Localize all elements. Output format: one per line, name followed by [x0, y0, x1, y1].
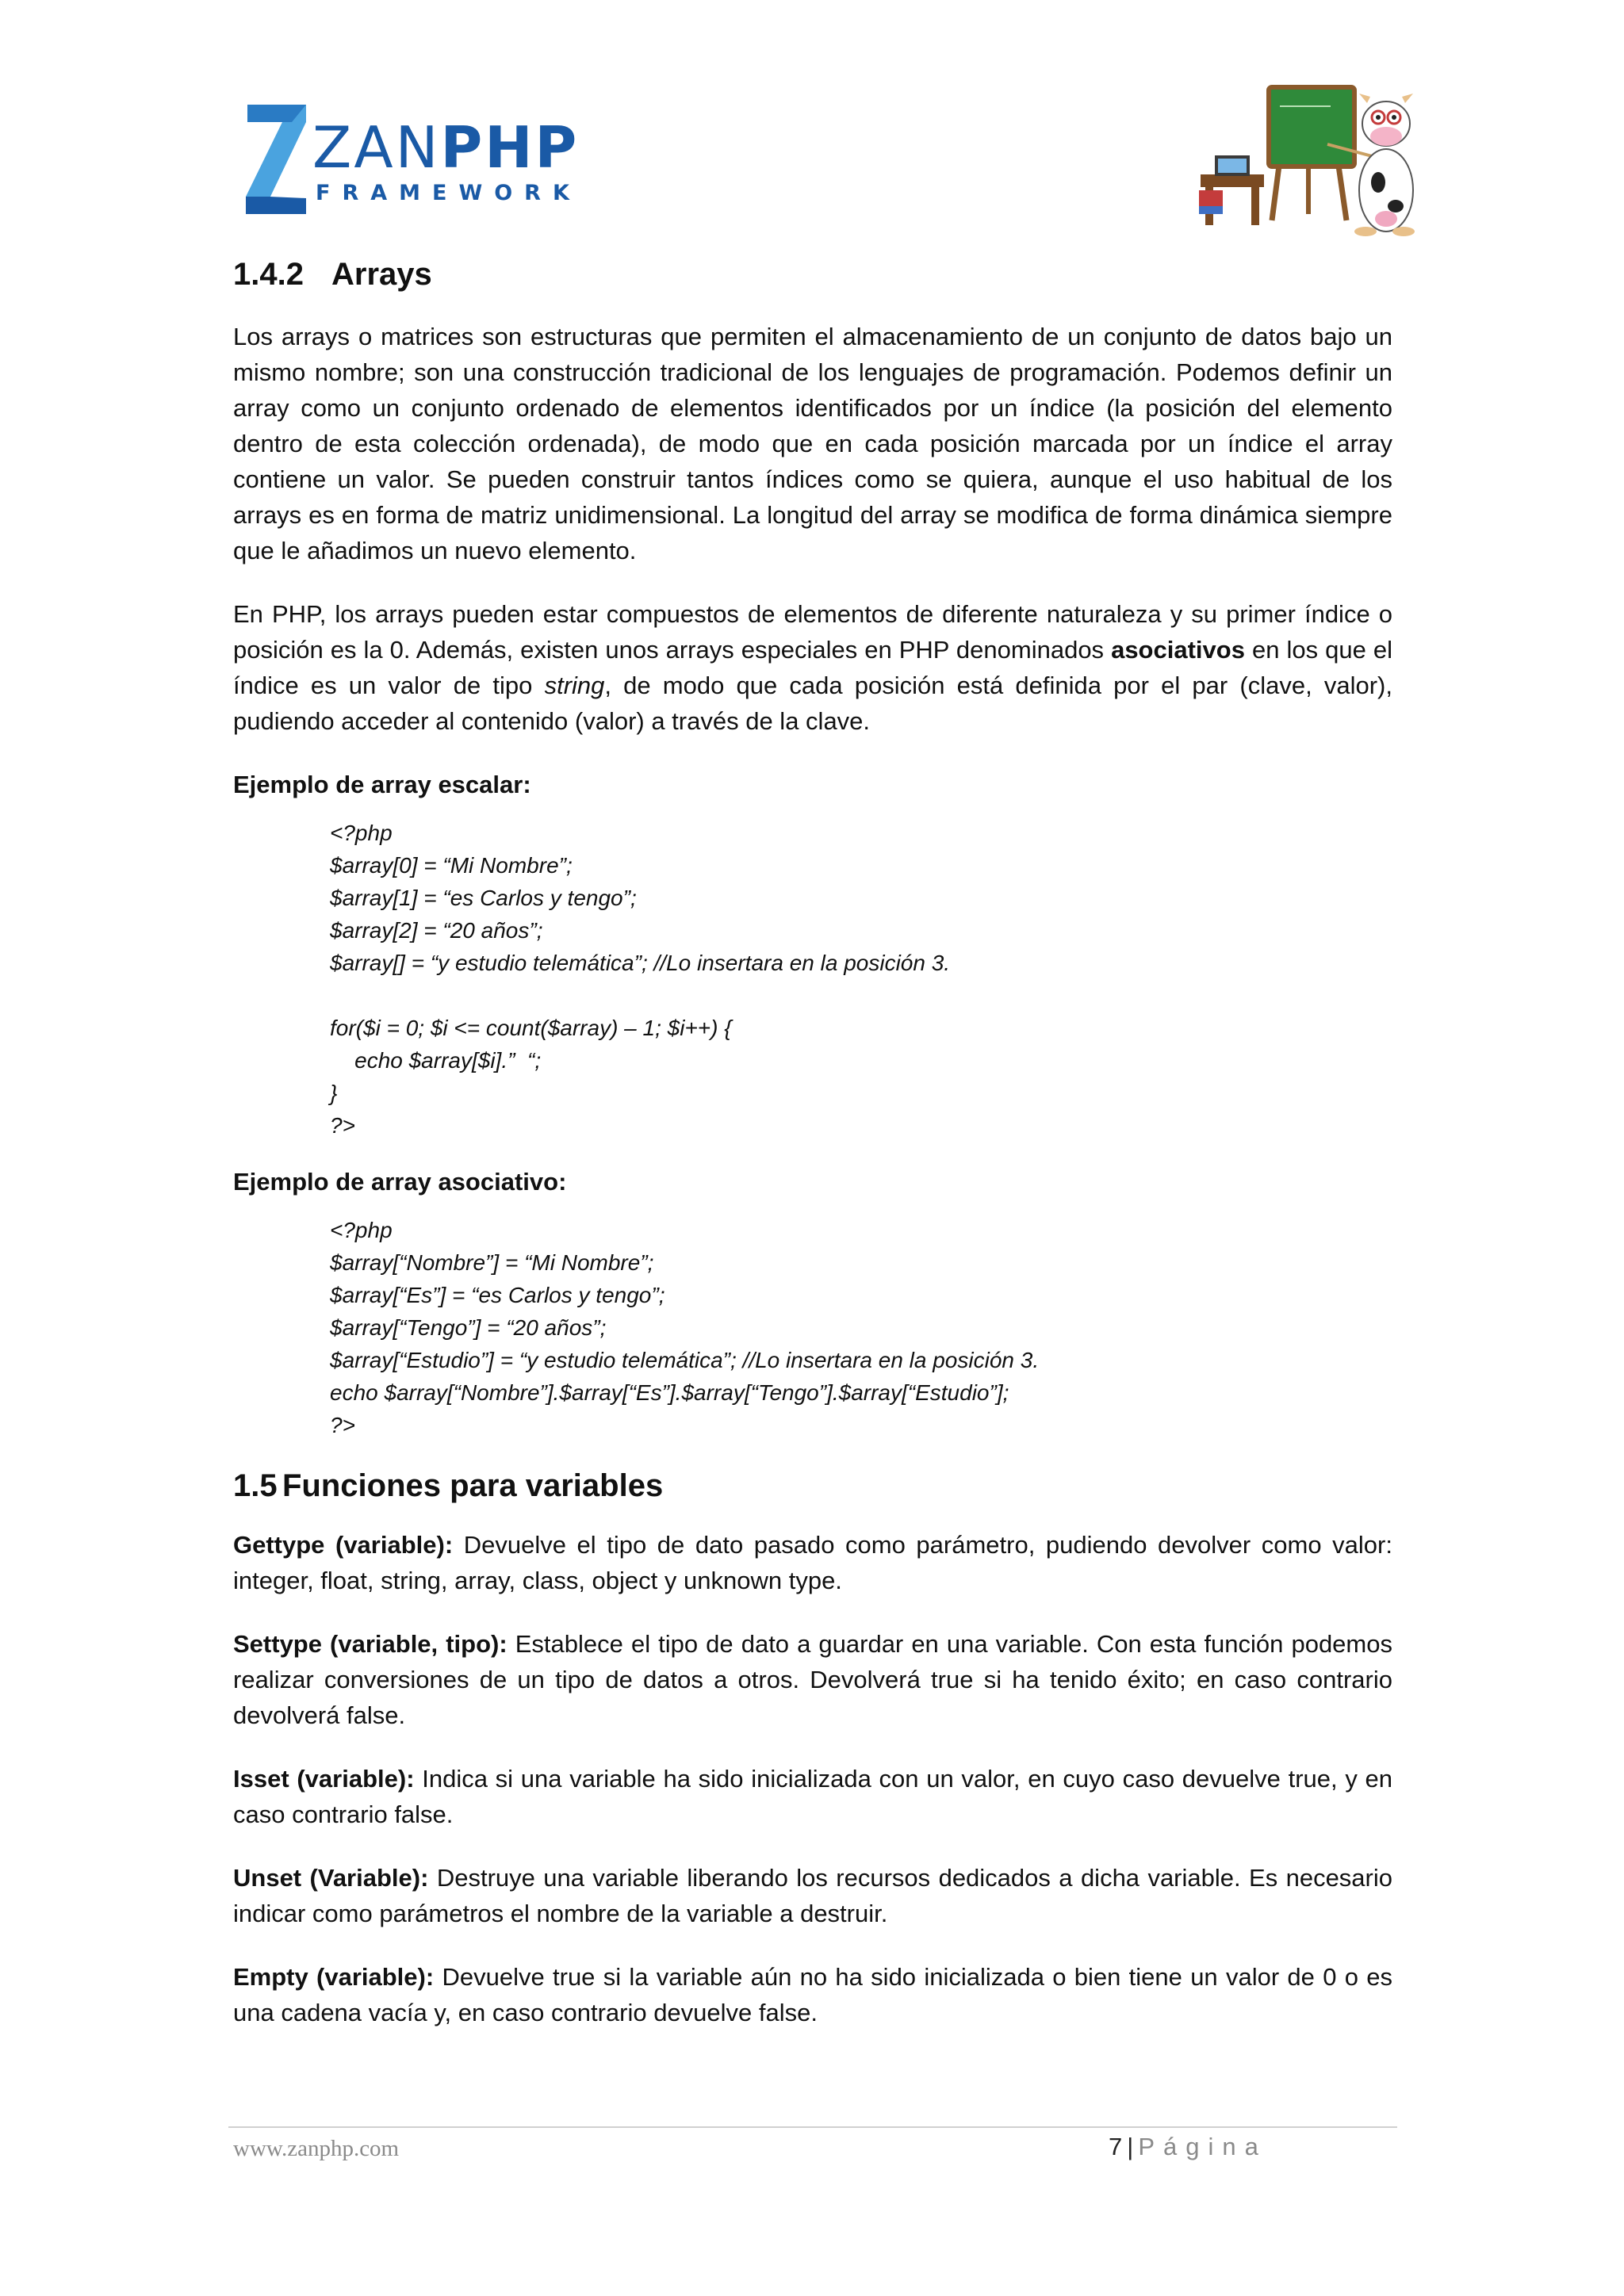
footer-divider — [228, 2126, 1397, 2128]
logo-subtitle: FRAMEWORK — [316, 181, 581, 205]
code-line: ?> — [330, 1413, 355, 1437]
logo-title: ZANPHP — [312, 114, 580, 181]
example-scalar-label: Ejemplo de array escalar: — [233, 771, 531, 798]
heading-1-4-2: 1.4.2 Arrays — [233, 257, 432, 292]
code-line: $array[] = “y estudio telemática”; //Lo insertara en la posición 3. — [330, 951, 951, 975]
code-line: $array[1] = “es Carlos y tengo”; — [330, 886, 637, 910]
z-logo-icon — [243, 101, 309, 217]
function-empty: Empty (variable): Devuelve true si la variable aún no ha sido inicializada o bien tiene un valor de 0 o es una cadena vacía y, en caso contrario devuelve false. — [233, 1963, 1392, 2026]
code-line: $array[2] = “20 años”; — [330, 918, 543, 943]
code-line: <?php — [330, 1218, 393, 1242]
arrays-paragraph-1: Los arrays o matrices son estructuras que permiten el almacenamiento de un conjunto de datos bajo un mismo nombre; son una construcción tradicional de los lenguajes de programación. Podemos definir un array como un conjunto ordenado de elementos identificados por un índice (la posición del elemento dentro de esta colección ordenada), de modo que en cada posición marcada por un índice el array contiene un valor. Se pueden construir tantos índices como se quiera, aunque el uso habitual de los arrays es en forma de matriz unidimensional. La longitud del array se modifica de forma dinámica siempre que le añadimos un nuevo elemento. — [233, 323, 1392, 564]
code-block-assoc — [330, 1214, 1392, 1441]
code-line: $array[“Es”] = “es Carlos y tengo”; — [330, 1283, 665, 1307]
code-line: for($i = 0; $i <= count($array) – 1; $i++) { — [330, 1016, 732, 1040]
code-line: echo $array[“Nombre”].$array[“Es”].$array[“Tengo”].$array[“Estudio”]; — [330, 1380, 1009, 1405]
function-isset: Isset (variable): Indica si una variable ha sido inicializada con un valor, en cuyo caso devuelve true, y en caso contrario false. — [233, 1765, 1392, 1828]
footer-page-number: 7 | Página — [1109, 2133, 1267, 2160]
cow-teacher-chalkboard-icon — [1191, 79, 1421, 238]
code-line: <?php — [330, 821, 393, 845]
arrays-paragraph-2: En PHP, los arrays pueden estar compuestos de elementos de diferente naturaleza y su primer índice o posición es la 0. Además, existen unos arrays especiales en PHP denominados asociativos en los que el índice es un valor de tipo string, de modo que cada posición está definida por el par (clave, valor), pudiendo acceder al contenido (valor) a través de la clave. — [233, 600, 1392, 735]
code-line: echo $array[$i].” “; — [330, 1048, 542, 1073]
heading-1-5: 1.5 Funciones para variables — [233, 1468, 664, 1503]
function-gettype: Gettype (variable): Devuelve el tipo de dato pasado como parámetro, pudiendo devolver como valor: integer, float, string, array, class, object y unknown type. — [233, 1531, 1392, 1594]
example-assoc-label: Ejemplo de array asociativo: — [233, 1168, 567, 1196]
function-unset: Unset (Variable): Destruye una variable liberando los recursos dedicados a dicha variable. Es necesario indicar como parámetros el nombre de la variable a destruir. — [233, 1864, 1393, 1927]
code-line: $array[“Tengo”] = “20 años”; — [330, 1315, 607, 1340]
function-settype: Settype (variable, tipo): Establece el tipo de dato a guardar en una variable. Con esta función podemos realizar conversiones de un tipo de datos a otros. Devolverá true si ha tenido éxito; en caso contrario devolverá false. — [233, 1630, 1392, 1729]
page-content — [233, 252, 1392, 2058]
zanphp-logo — [243, 101, 581, 217]
code-line: $array[“Estudio”] = “y estudio telemática”; //Lo insertara en la posición 3. — [330, 1348, 1040, 1372]
code-line: ?> — [330, 1113, 355, 1138]
code-line: $array[“Nombre”] = “Mi Nombre”; — [330, 1250, 654, 1275]
code-line: } — [330, 1081, 338, 1105]
code-line — [330, 979, 1392, 1012]
footer-url[interactable]: www.zanphp.com — [233, 2136, 400, 2161]
code-line: $array[0] = “Mi Nombre”; — [330, 853, 573, 878]
code-block-scalar — [330, 817, 1392, 1142]
